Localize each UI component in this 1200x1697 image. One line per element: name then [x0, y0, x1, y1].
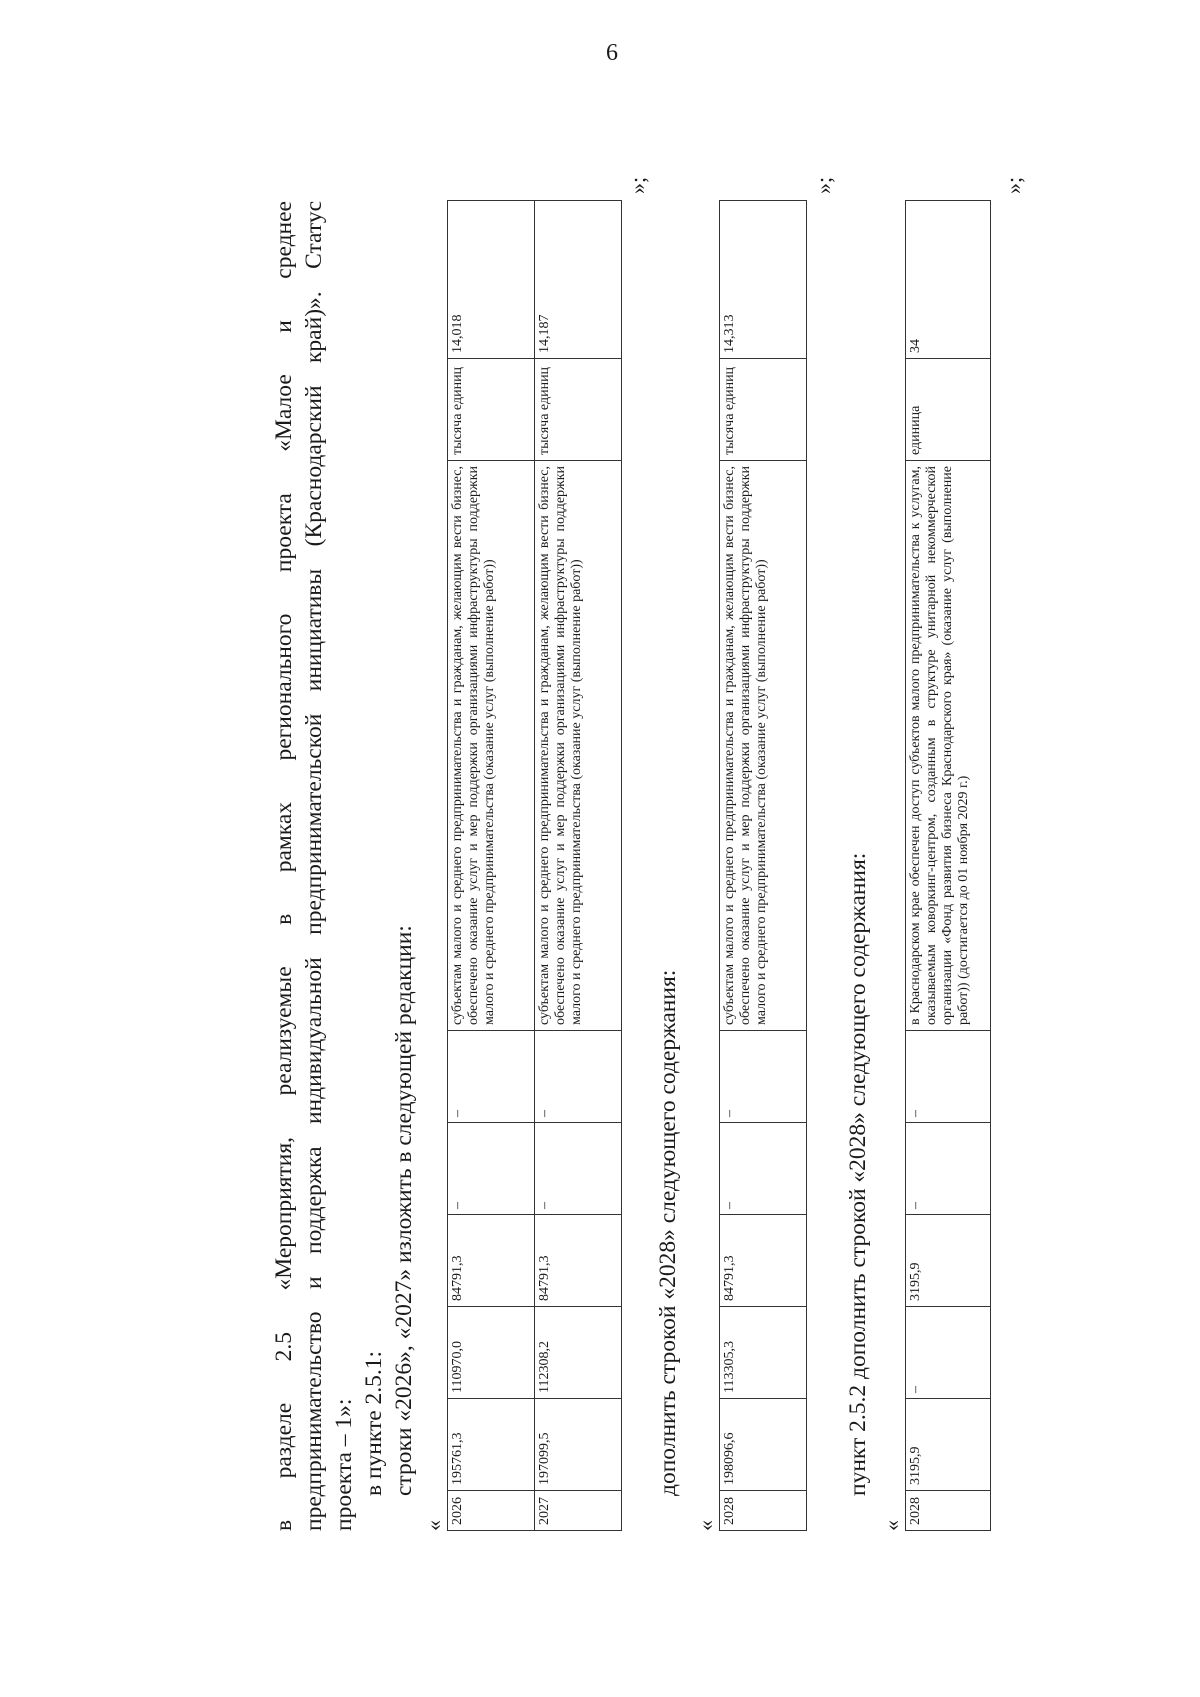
table3-result: в Краснодарском крае обеспечен доступ субъектов малого предпринимательства к услугам, оказываемым коворкинг-центром, созданным в структуре унитарной некоммерческой организации «Фонд развития бизнеса Краснодарского края» (оказание услуг (выполнение работ)) (достигается до 01 ноября 2029 г.) [906, 461, 991, 1031]
table3-open-quote: « [879, 1520, 904, 1531]
table3-unit: единица [906, 359, 991, 461]
table1-total: 197099,5 [535, 1399, 622, 1491]
table1-other: – [448, 1031, 535, 1123]
table2-close-mark: »; [811, 176, 836, 194]
table1-open-quote: « [421, 1520, 446, 1531]
table2-unit: тысяча единиц [720, 359, 807, 461]
intro-line-3: проекта – 1»: [331, 1398, 357, 1531]
item-2-5-1-heading: в пункте 2.5.1: [361, 1350, 387, 1496]
table1-result: субъектам малого и среднего предпринимательства и гражданам, желающим вести бизнес, обеспечено оказание услуг и мер поддержки организациями инфраструктуры поддержки малого и среднего предпринимательства (оказание услуг (выполнение работ)) [535, 461, 622, 1031]
table1-total: 195761,3 [448, 1399, 535, 1491]
table1-regional: 84791,3 [535, 1215, 622, 1307]
table1-close-mark: »; [625, 176, 650, 194]
table3-row-2028 [906, 201, 991, 1531]
table2-total: 198096,6 [720, 1399, 807, 1491]
table3-local: – [906, 1123, 991, 1215]
intro-line-2: предпринимательство и поддержка индивидуальной предпринимательской инициативы (Краснодарский край)». Статус [301, 201, 327, 1531]
table2-year: 2028 [720, 1491, 807, 1531]
table2-row-2028 [720, 201, 807, 1531]
table1-unit: тысяча единиц [448, 359, 535, 461]
table1-row-2026 [448, 201, 535, 1531]
intro-line-1: в разделе 2.5 «Мероприятия, реализуемые в рамках регионального проекта «Малое и среднее [271, 201, 297, 1531]
page-number: 6 [606, 40, 618, 66]
table1-value: 14,187 [535, 201, 622, 359]
table1 [447, 200, 622, 1531]
table2-other: – [720, 1031, 807, 1123]
table2-result: субъектам малого и среднего предпринимательства и гражданам, желающим вести бизнес, обеспечено оказание услуг и мер поддержки организациями инфраструктуры поддержки малого и среднего предпринимательства (оказание услуг (выполнение работ)) [720, 461, 807, 1031]
table1-federal: 110970,0 [448, 1307, 535, 1399]
table2-local: – [720, 1123, 807, 1215]
table1-unit: тысяча единиц [535, 359, 622, 461]
table2-value: 14,313 [720, 201, 807, 359]
item-2-5-1-instruction: строки «2026», «2027» изложить в следующей редакции: [391, 925, 417, 1496]
table3-close-mark: »; [1001, 176, 1026, 194]
table2-federal: 113305,3 [720, 1307, 807, 1399]
add-2028-instruction: дополнить строкой «2028» следующего содержания: [655, 969, 681, 1496]
table2-open-quote: « [693, 1520, 718, 1531]
table1-federal: 112308,2 [535, 1307, 622, 1399]
table3-total: 3195,9 [906, 1399, 991, 1491]
table1-result: субъектам малого и среднего предпринимательства и гражданам, желающим вести бизнес, обеспечено оказание услуг и мер поддержки организациями инфраструктуры поддержки малого и среднего предпринимательства (оказание услуг (выполнение работ)) [448, 461, 535, 1031]
table1-year: 2027 [535, 1491, 622, 1531]
table1-year: 2026 [448, 1491, 535, 1531]
table1-regional: 84791,3 [448, 1215, 535, 1307]
table3-federal: – [906, 1307, 991, 1399]
table3-value: 34 [906, 201, 991, 359]
table1-other: – [535, 1031, 622, 1123]
table3-other: – [906, 1031, 991, 1123]
table2-regional: 84791,3 [720, 1215, 807, 1307]
table1-local: – [448, 1123, 535, 1215]
table3-year: 2028 [906, 1491, 991, 1531]
table3 [905, 200, 991, 1531]
item-2-5-2-instruction: пункт 2.5.2 дополнить строкой «2028» следующего содержания: [845, 852, 871, 1496]
table3-regional: 3195,9 [906, 1215, 991, 1307]
table1-row-2027 [535, 201, 622, 1531]
table2 [719, 200, 807, 1531]
table1-local: – [535, 1123, 622, 1215]
table1-value: 14,018 [448, 201, 535, 359]
rotated-document-body [211, 98, 1087, 1560]
